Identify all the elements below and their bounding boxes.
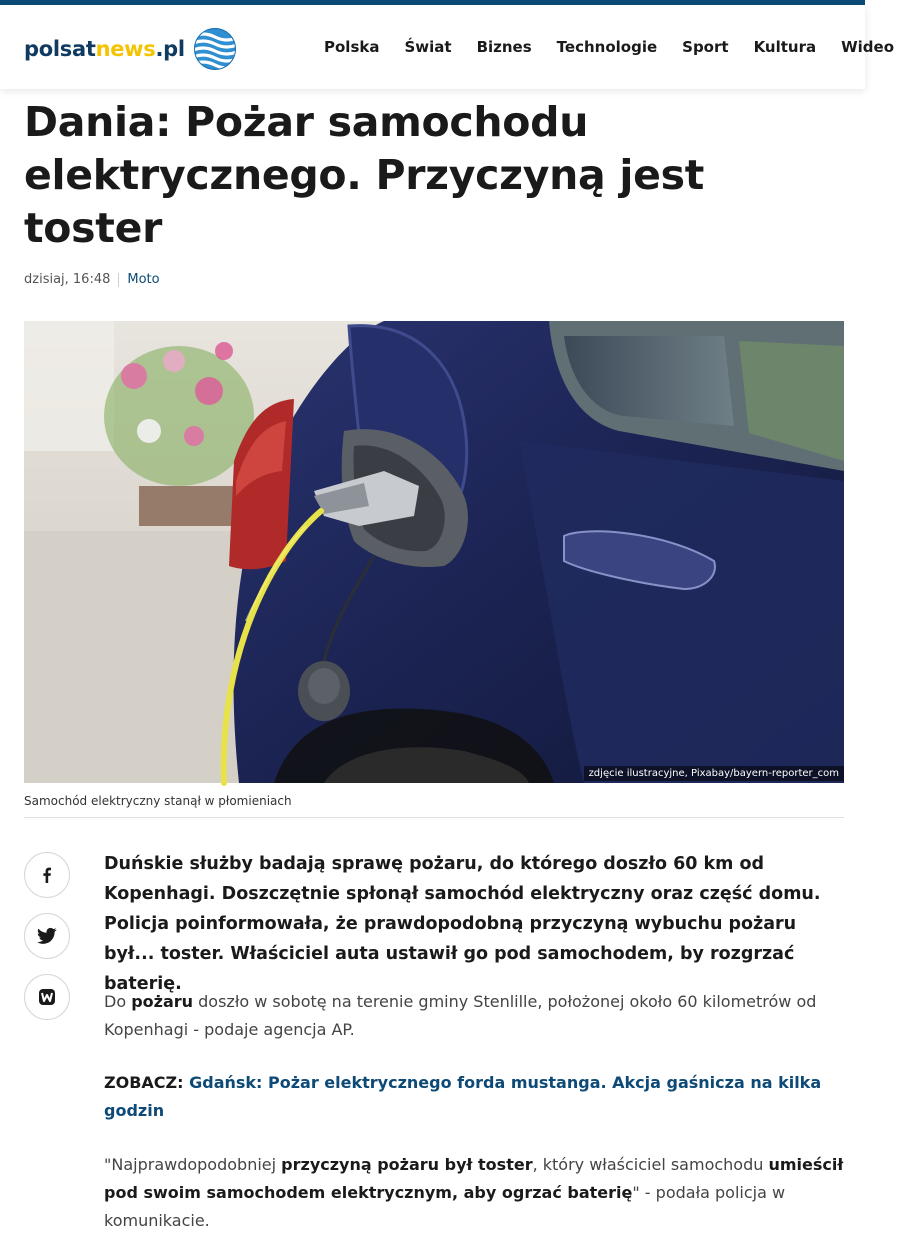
image-caption: Samochód elektryczny stanął w płomieniach [24,794,292,808]
see-also-label: ZOBACZ: [104,1073,184,1092]
wykop-icon [37,987,57,1007]
share-wykop-button[interactable] [24,974,70,1020]
twitter-icon [37,927,57,945]
nav-item-biznes[interactable]: Biznes [476,38,532,56]
nav-item-wideo[interactable]: Wideo [841,38,895,56]
see-also [104,1069,844,1125]
article-lead: Duńskie służby badają sprawę pożaru, do którego doszło 60 km od Kopenhagi. Doszczętnie spłonął samochód elektryczny oraz część domu. Policja poinformowała, że prawdopodobną przyczyną wybuchu pożaru był... toster. Właściciel auta ustawił go pod samochodem, by rozgrzać baterię. [104,854,821,994]
facebook-icon [38,866,56,884]
nav-item-kultura[interactable]: Kultura [753,38,817,56]
see-also-link[interactable]: Gdańsk: Pożar elektrycznego forda mustanga. Akcja gaśnicza na kilka godzin [104,1073,822,1120]
nav-item-sport[interactable]: Sport [682,38,729,56]
meta-separator [118,273,119,287]
share-facebook-button[interactable] [24,852,70,898]
nav-item-technologie[interactable]: Technologie [556,38,658,56]
logo-globe-icon [193,27,237,71]
nav-item-swiat[interactable]: Świat [404,38,452,56]
main-nav [324,38,919,56]
logo-text: polsatnews.pl [24,37,185,61]
nav-item-polska[interactable]: Polska [324,38,380,56]
article-paragraph-1: Do pożaru doszło w sobotę na terenie gminy Stenlille, położonej około 60 kilometrów od Kopenhagi - podaje agencja AP. [104,992,817,1039]
article-title: Dania: Pożar samochodu elektrycznego. Przyczyną jest toster [24,98,705,252]
article-meta [24,272,160,287]
image-credit: zdjęcie ilustracyjne, Pixabay/bayern-reporter_com [584,766,844,781]
caption-divider [24,817,844,818]
category-link[interactable]: Moto [127,272,160,287]
bold-phrase: umieścił pod swoim samochodem elektrycznym, aby ogrzać baterię [104,1155,844,1202]
site-logo[interactable] [24,27,237,71]
bold-phrase: przyczyną pożaru był toster [281,1155,533,1174]
bold-phrase: pożaru [131,992,194,1011]
article-paragraph-2: "Najprawdopodobniej przyczyną pożaru był toster, który właściciel samochodu umieścił pod swoim samochodem elektrycznym, aby ogrzać baterię" - podała policja w komunikacie. [104,1155,844,1230]
share-twitter-button[interactable] [24,913,70,959]
site-header [0,5,895,89]
hero-image[interactable] [24,321,844,783]
publish-time: dzisiaj, 16:48 [24,272,111,287]
